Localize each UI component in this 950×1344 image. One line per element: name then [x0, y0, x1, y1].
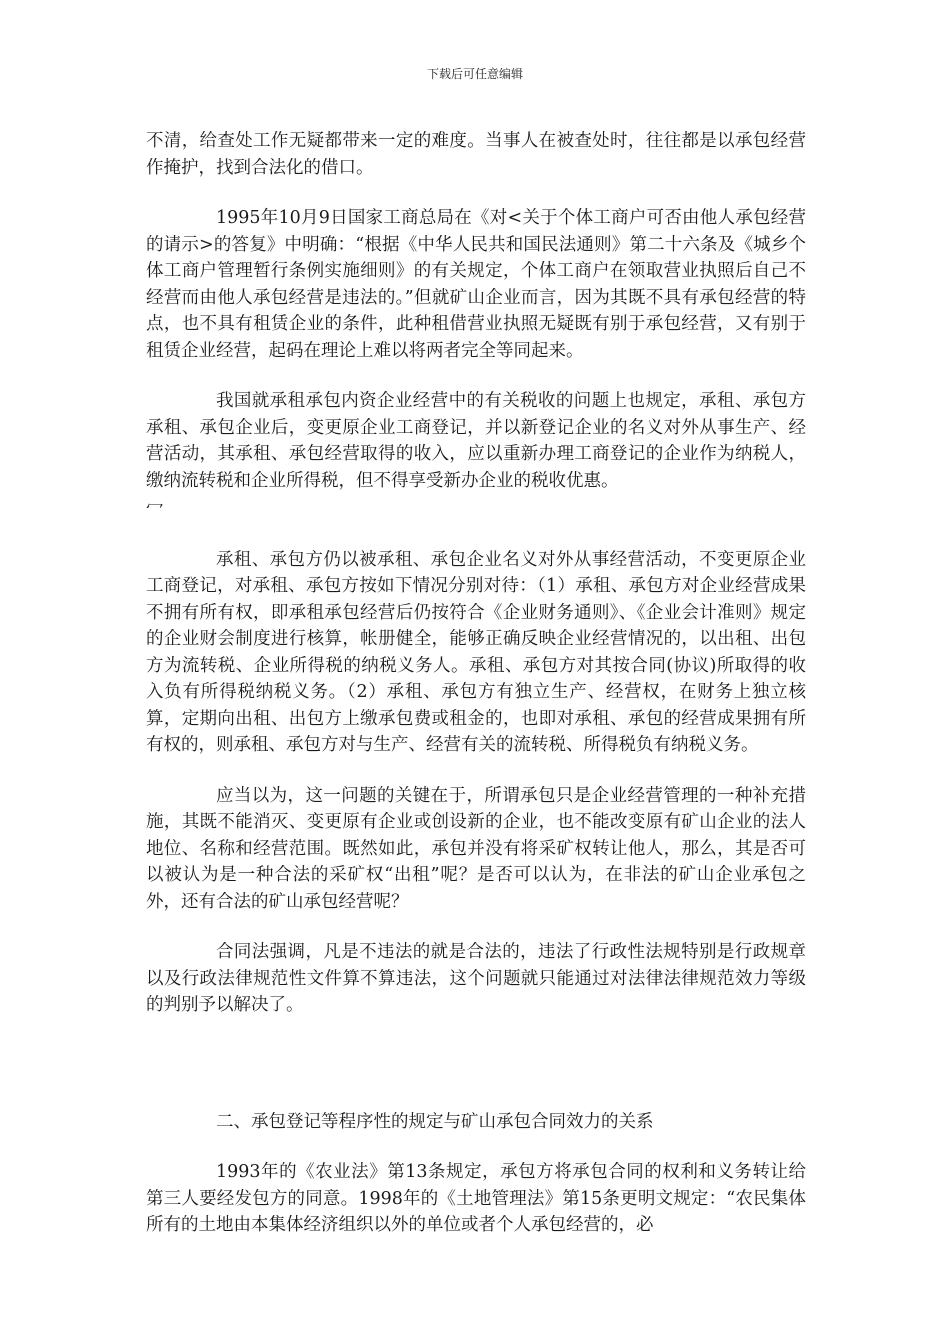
page-header: 下载后可任意编辑 [426, 67, 523, 81]
document-body [146, 128, 806, 1239]
paragraph-7: 1993年的《农业法》第13条规定，承包方将承包合同的权利和义务转让给第三人要经发包方的同意。1998年的《土地管理法》第15条更明文规定：“农民集体所有的土地由本集体经济组织以外的单位或者个人承包经营的，必 [146, 1162, 806, 1235]
paragraph-6: 合同法强调，凡是不违法的就是合法的，违法了行政性法规特别是行政规章以及行政法律规范性文件算不算违法，这个问题就只能通过对法律法律规范效力等级的判别予以解决了。 [146, 942, 806, 1015]
section-heading: 二、承包登记等程序性的规定与矿山承包合同效力的关系 [216, 1111, 654, 1132]
paragraph-4: 承租、承包方仍以被承租、承包企业名义对外从事经营活动，不变更原企业工商登记，对承租、承包方按如下情况分别对待：（1）承租、承包方对企业经营成果不拥有所有权，即承租承包经营后仍按符合《企业财务通则》、《企业会计准则》规定的企业财会制度进行核算，帐册健全，能够正确反映企业经营情况的，以出租、出包方为流转税、企业所得税的纳税义务人。承租、承包方对其按合同(协议)所取得的收入负有所得税纳税义务。（2）承租、承包方有独立生产、经营权，在财务上独立核算，定期向出租、出包方上缴承包费或租金的，也即对承租、承包的经营成果拥有所有权的，则承租、承包方对与生产、经营有关的流转税、所得税负有纳税义务。 [146, 549, 806, 755]
stray-mark: 冖 [146, 499, 164, 519]
paragraph-5: 应当以为，这一问题的关键在于，所谓承包只是企业经营管理的一种补充措施，其既不能消灭、变更原有企业或创设新的企业，也不能改变原有矿山企业的法人地位、名称和经营范围。既然如此，承包并没有将采矿权转让他人，那么，其是否可以被认为是一种合法的采矿权“出租”呢？是否可以认为，在非法的矿山企业承包之外，还有合法的矿山承包经营呢？ [146, 785, 806, 912]
paragraph-3: 我国就承租承包内资企业经营中的有关税收的问题上也规定，承租、承包方承租、承包企业后，变更原企业工商登记，并以新登记企业的名义对外从事生产、经营活动，其承租、承包经营取得的收入，应以重新办理工商登记的企业作为纳税人，缴纳流转税和企业所得税，但不得享受新办企业的税收优惠。 [146, 391, 806, 491]
paragraph-2: 1995年10月9日国家工商总局在《对<关于个体工商户可否由他人承包经营的请示>的答复》中明确：“根据《中华人民共和国民法通则》第二十六条及《城乡个体工商户管理暂行条例实施细则》的有关规定，个体工商户在领取营业执照后自己不经营而由他人承包经营是违法的。”但就矿山企业而言，因为其既不具有承包经营的特点，也不具有租赁企业的条件，此种租借营业执照无疑既有别于承包经营，又有别于租赁企业经营，起码在理论上难以将两者完全等同起来。 [146, 208, 806, 361]
paragraph-1: 不清，给查处工作无疑都带来一定的难度。当事人在被查处时，往往都是以承包经营作掩护，找到合法化的借口。 [146, 131, 806, 178]
